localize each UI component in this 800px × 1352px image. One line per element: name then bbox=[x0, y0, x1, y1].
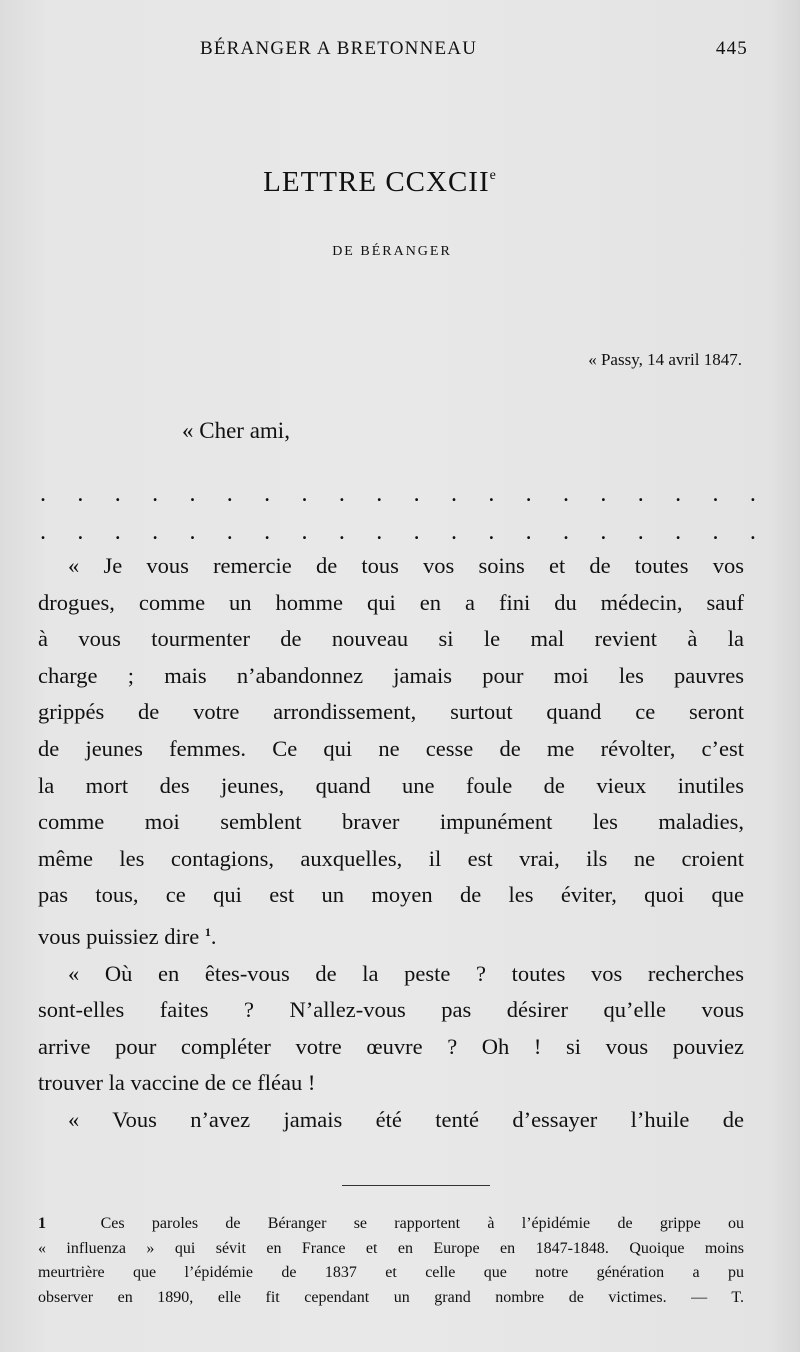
body-line: grippés de votre arrondissement, surtout quand ce seront bbox=[38, 699, 744, 725]
footnote-reference[interactable]: 1 bbox=[204, 924, 211, 939]
body-line: « Vous n’avez jamais été tenté d’essayer l’huile de bbox=[68, 1106, 744, 1132]
body-line-with-footnote-ref bbox=[38, 914, 744, 956]
body-line: même les contagions, auxquelles, il est vrai, ils ne croient bbox=[38, 845, 744, 871]
body-line-text: vous puissiez dire bbox=[38, 923, 200, 949]
footnote-line: observer en 1890, elle fit cependant un grand nombre de victimes. — T. bbox=[38, 1288, 744, 1306]
body-line: de jeunes femmes. Ce qui ne cesse de me révolter, c’est bbox=[38, 735, 744, 761]
footnote-line bbox=[38, 1212, 744, 1237]
body-line: sont-elles faites ? N’allez-vous pas désirer qu’elle vous bbox=[38, 997, 744, 1023]
page-number: 445 bbox=[715, 38, 748, 59]
footnote-separator bbox=[342, 1185, 490, 1186]
letter-sender: DE BÉRANGER bbox=[332, 244, 452, 259]
body-line: comme moi semblent braver impunément les maladies, bbox=[38, 809, 744, 835]
footnote bbox=[38, 1212, 744, 1310]
letter-title bbox=[0, 166, 760, 199]
body-line: drogues, comme un homme qui en a fini du médecin, sauf bbox=[38, 589, 744, 615]
footnote-marker: 1 bbox=[38, 1215, 46, 1232]
running-title: BÉRANGER A BRETONNEAU bbox=[200, 38, 478, 59]
body-line: « Je vous remercie de tous vos soins et de toutes vos bbox=[68, 553, 744, 578]
footnote-ref-suffix: . bbox=[210, 923, 217, 949]
ellipsis-row-2: . . . . . . . . . . . . . . . . . . . . bbox=[40, 519, 756, 545]
footnote-line: « influenza » qui sévit en France et en Europe en 1847-1848. Quoique moins bbox=[38, 1239, 744, 1257]
body-line: trouver la vaccine de ce fléau ! bbox=[38, 1070, 316, 1096]
body-line: pas tous, ce qui est un moyen de les éviter, quoi que bbox=[38, 882, 744, 908]
body-line: la mort des jeunes, quand une foule de vieux inutiles bbox=[38, 772, 744, 798]
salutation: « Cher ami, bbox=[182, 418, 290, 443]
body-line: « Où en êtes-vous de la peste ? toutes vos recherches bbox=[68, 960, 744, 986]
body-line: à vous tourmenter de nouveau si le mal revient à la bbox=[38, 626, 744, 652]
ellipsis-row-1: . . . . . . . . . . . . . . . . . . . . bbox=[40, 481, 756, 507]
letter-title-main: LETTRE CCXCII bbox=[263, 166, 490, 198]
place-date: « Passy, 14 avril 1847. bbox=[588, 350, 742, 369]
letter-body bbox=[38, 548, 744, 1139]
running-head bbox=[200, 38, 748, 60]
body-line: charge ; mais n’abandonnez jamais pour moi les pauvres bbox=[38, 662, 744, 688]
letter-title-sup: e bbox=[489, 168, 497, 183]
body-line: arrive pour compléter votre œuvre ? Oh ! si vous pouviez bbox=[38, 1033, 744, 1059]
footnote-line-text: Ces paroles de Béranger se rapportent à l’épidémie de grippe ou bbox=[100, 1215, 745, 1232]
footnote-line: meurtrière que l’épidémie de 1837 et celle que notre génération a pu bbox=[38, 1264, 744, 1281]
